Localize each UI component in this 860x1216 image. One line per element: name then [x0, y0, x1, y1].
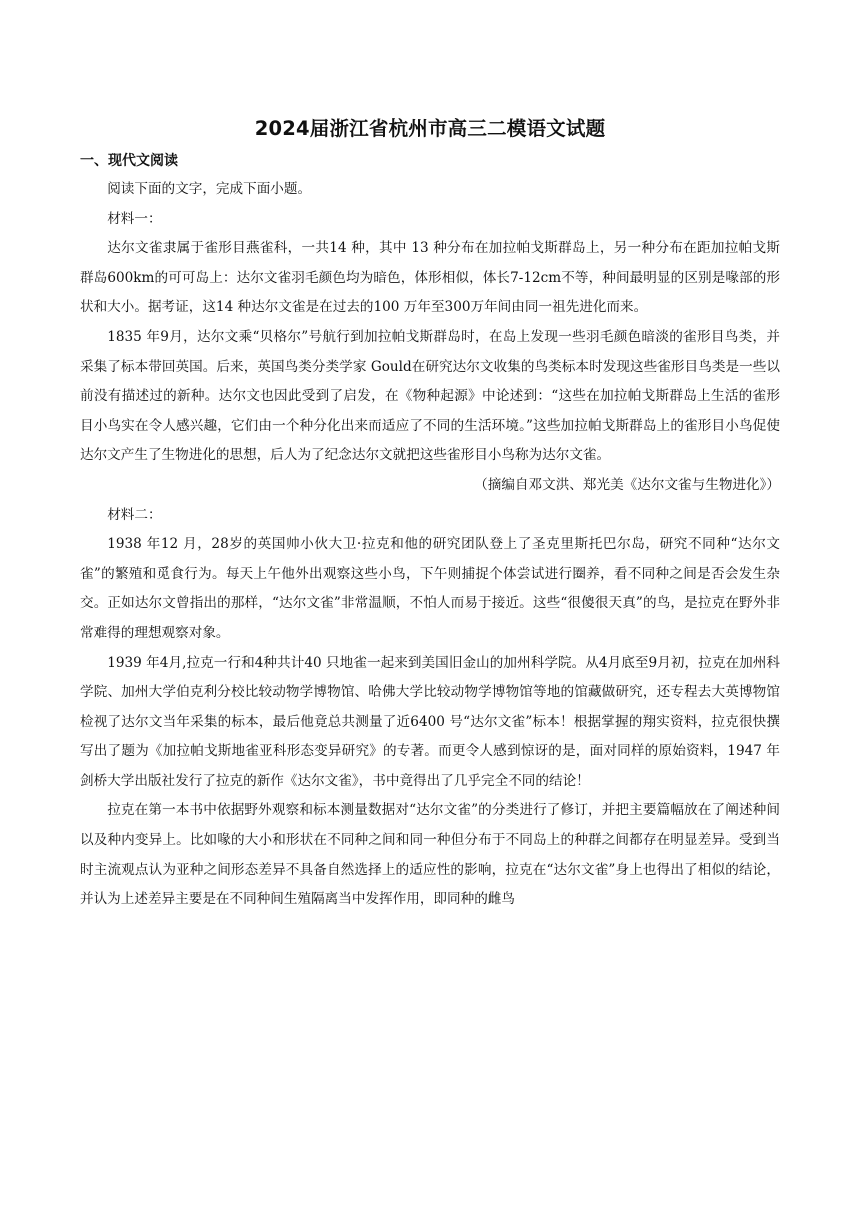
material-one-label: 材料一： [107, 210, 162, 227]
material-two-label: 材料二： [107, 506, 162, 523]
source-citation: （摘编自邓文洪、郑光美《达尔文雀与生物进化》） [474, 476, 780, 493]
body-paragraph: 1938 年12 月，28岁的英国帅小伙大卫·拉克和他的研究团队登上了圣克里斯托巴尔岛，研究不同种“达尔文雀”的繁殖和觅食行为。每天上午他外出观察这些小鸟，下午则捕捉个体尝试进行圈养，看不同种之间是否会发生杂交。正如达尔文曾指出的那样，“达尔文雀”非常温顺，不怕人而易于接近。这些“很傻很天真”的鸟，是拉克在野外非常难得的理想观察对象。 [80, 536, 780, 641]
body-paragraph: 拉克在第一本书中依据野外观察和标本测量数据对“达尔文雀”的分类进行了修订，并把主要篇幅放在了阐述种间以及种内变异上。比如喙的大小和形状在不同种之间和同一种但分布于不同岛上的种群之间都存在明显差异。受到当时主流观点认为亚种之间形态差异不具备自然选择上的适应性的影响，拉克在“达尔文雀”身上也得出了相似的结论，并认为上述差异主要是在不同种间生殖隔离当中发挥作用，即同种的雌鸟 [80, 802, 780, 908]
section-heading: 一、现代文阅读 [80, 153, 178, 169]
body-paragraph: 1939 年4月,拉克一行和4种共计40 只地雀一起来到美国旧金山的加州科学院。从4月底至9月初，拉克在加州科学院、加州大学伯克利分校比较动物学博物馆、哈佛大学比较动物学博物馆等地的馆藏做研究，还专程去大英博物馆检视了达尔文当年采集的标本，最后他竟总共测量了近6400 号“达尔文雀”标本！根据掌握的翔实资料，拉克很快撰写出了题为《加拉帕戈斯地雀亚科形态变异研究》的专著。而更令人感到惊讶的是，面对同样的原始资料，1947 年剑桥大学出版社发行了拉克的新作《达尔文雀》，书中竟得出了几乎完全不同的结论！ [80, 654, 780, 789]
document-body [80, 175, 780, 915]
instruction-paragraph: 阅读下面的文字，完成下面小题。 [107, 181, 312, 197]
document-title: 2024届浙江省杭州市高三二模语文试题 [254, 117, 606, 140]
body-paragraph: 1835 年9月，达尔文乘“贝格尔”号航行到加拉帕戈斯群岛时，在岛上发现一些羽毛颜色暗淡的雀形目鸟类，并采集了标本带回英国。后来，英国鸟类分类学家 Gould在研究达尔文收集的鸟类标本时发现这些雀形目鸟类是一些以前没有描述过的新种。达尔文也因此受到了启发，在《物种起源》中论述到：“这些在加拉帕戈斯群岛上生活的雀形目小鸟实在令人感兴趣，它们由一个种分化出来而适应了不同的生活环境。”这些加拉帕戈斯群岛上的雀形目小鸟促使达尔文产生了生物进化的思想，后人为了纪念达尔文就把这些雀形目小鸟称为达尔文雀。 [80, 328, 780, 464]
body-paragraph: 达尔文雀隶属于雀形目燕雀科，一共14 种，其中 13 种分布在加拉帕戈斯群岛上，另一种分布在距加拉帕戈斯群岛600km的可可岛上：达尔文雀羽毛颜色均为暗色，体形相似，体长7-12cm不等，种间最明显的区别是喙部的形状和大小。据考证，这14 种达尔文雀是在过去的100 万年至300万年间由同一祖先进化而来。 [80, 240, 780, 316]
